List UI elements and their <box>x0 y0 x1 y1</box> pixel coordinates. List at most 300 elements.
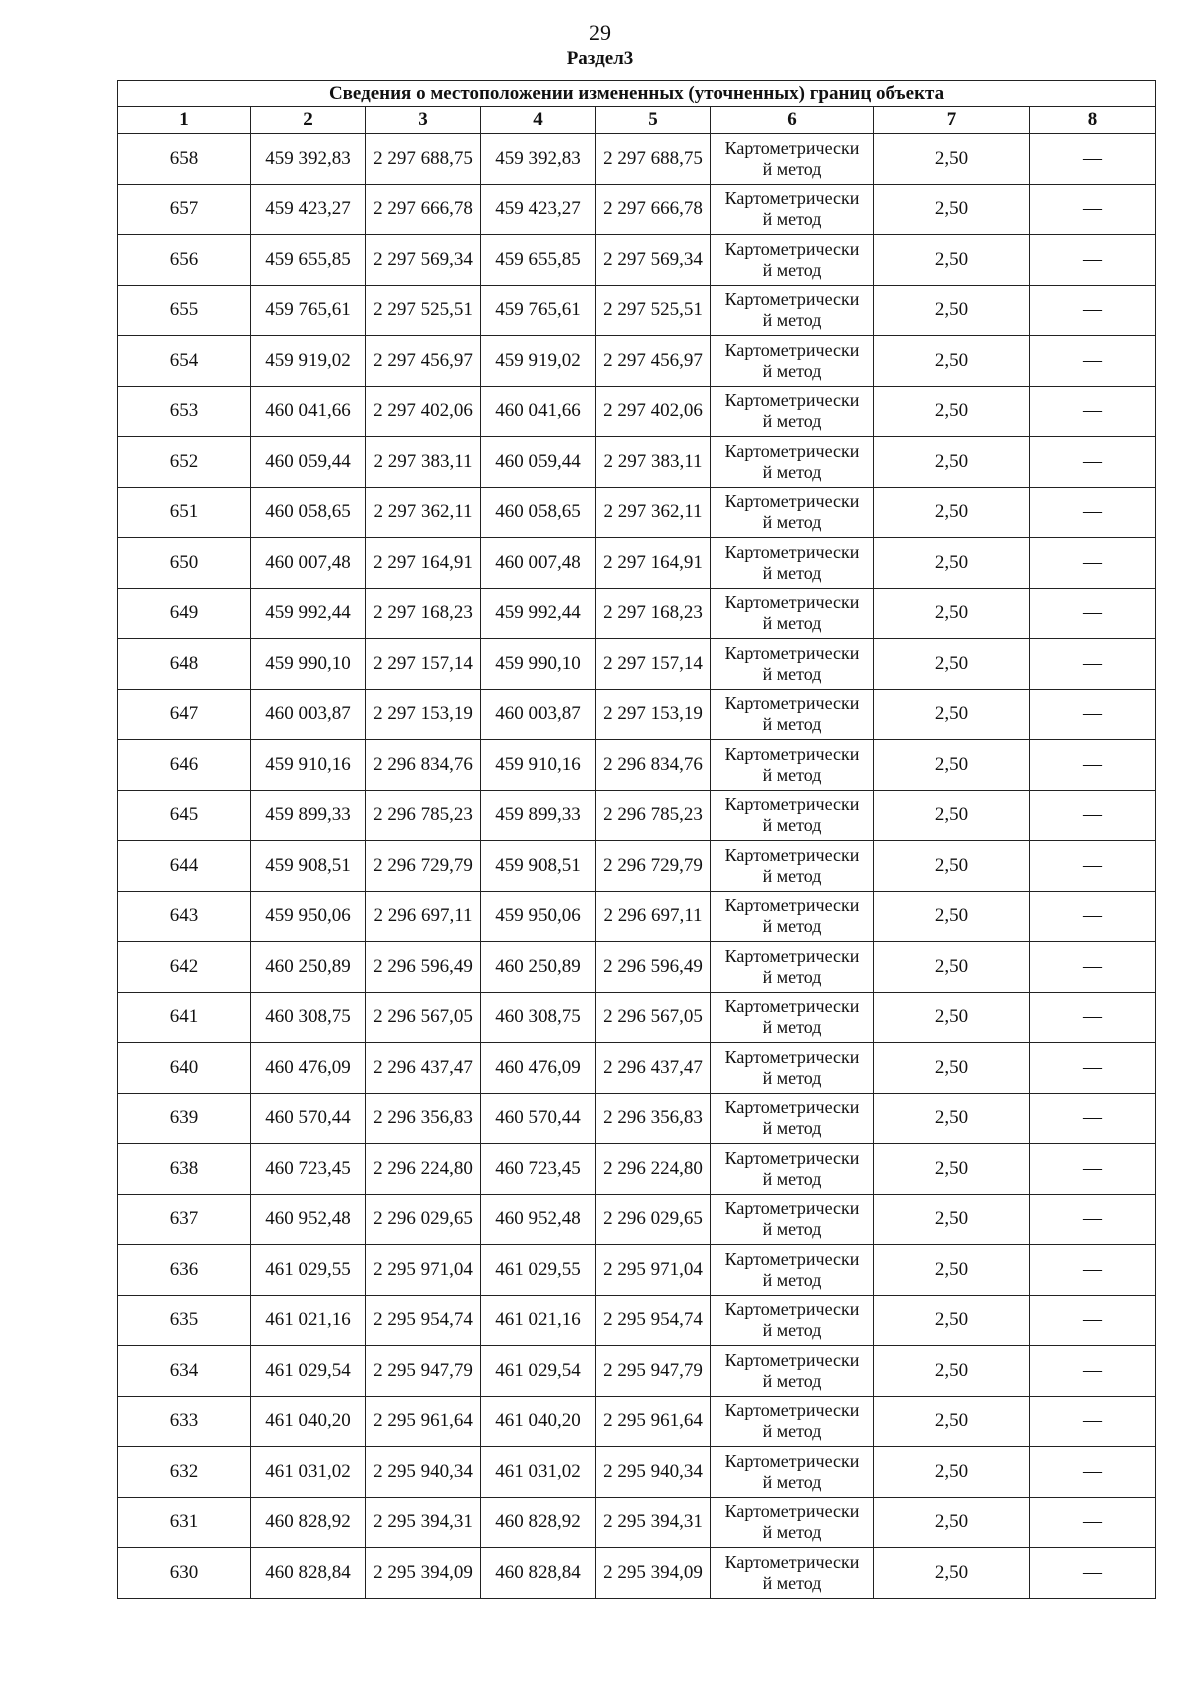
x-existing-cell: 460 828,92 <box>251 1497 366 1548</box>
method-text-line-2: й метод <box>762 1168 822 1189</box>
note-cell: — <box>1030 841 1156 892</box>
method-cell <box>711 790 874 841</box>
y-existing-cell: 2 297 157,14 <box>366 639 481 690</box>
x-refined-cell: 460 828,84 <box>481 1548 596 1599</box>
method-text-line-2: й метод <box>762 1572 822 1593</box>
accuracy-cell: 2,50 <box>874 538 1030 589</box>
point-number-cell: 653 <box>118 386 251 437</box>
y-existing-cell: 2 295 971,04 <box>366 1245 481 1296</box>
point-number-cell: 651 <box>118 487 251 538</box>
y-refined-cell: 2 296 729,79 <box>596 841 711 892</box>
point-number-cell: 631 <box>118 1497 251 1548</box>
point-number-cell: 637 <box>118 1194 251 1245</box>
y-refined-cell: 2 296 224,80 <box>596 1144 711 1195</box>
y-refined-cell: 2 295 961,64 <box>596 1396 711 1447</box>
column-number-3: 3 <box>366 107 481 134</box>
method-text-line-2: й метод <box>762 310 822 331</box>
note-cell: — <box>1030 1043 1156 1094</box>
note-cell: — <box>1030 1245 1156 1296</box>
y-existing-cell: 2 295 940,34 <box>366 1447 481 1498</box>
y-existing-cell: 2 295 961,64 <box>366 1396 481 1447</box>
method-text-line-1: Картометрически <box>724 1299 860 1320</box>
x-refined-cell: 459 950,06 <box>481 891 596 942</box>
note-cell: — <box>1030 1447 1156 1498</box>
column-number-4: 4 <box>481 107 596 134</box>
x-refined-cell: 459 655,85 <box>481 235 596 286</box>
x-refined-cell: 459 423,27 <box>481 184 596 235</box>
method-text-line-2: й метод <box>762 966 822 987</box>
y-existing-cell: 2 295 394,09 <box>366 1548 481 1599</box>
method-text-line-1: Картометрически <box>724 895 860 916</box>
y-refined-cell: 2 297 456,97 <box>596 336 711 387</box>
y-refined-cell: 2 295 971,04 <box>596 1245 711 1296</box>
table-row <box>118 891 1156 942</box>
x-existing-cell: 459 765,61 <box>251 285 366 336</box>
y-existing-cell: 2 296 437,47 <box>366 1043 481 1094</box>
x-refined-cell: 460 250,89 <box>481 942 596 993</box>
point-number-cell: 645 <box>118 790 251 841</box>
note-cell: — <box>1030 386 1156 437</box>
method-text-line-1: Картометрически <box>724 996 860 1017</box>
method-cell <box>711 235 874 286</box>
accuracy-cell: 2,50 <box>874 790 1030 841</box>
method-cell <box>711 689 874 740</box>
y-refined-cell: 2 297 666,78 <box>596 184 711 235</box>
point-number-cell: 643 <box>118 891 251 942</box>
x-refined-cell: 460 059,44 <box>481 437 596 488</box>
table-row <box>118 1295 1156 1346</box>
table-row <box>118 992 1156 1043</box>
method-text-line-1: Картометрически <box>724 541 860 562</box>
x-refined-cell: 460 058,65 <box>481 487 596 538</box>
method-text-line-1: Картометрически <box>724 289 860 310</box>
point-number-cell: 652 <box>118 437 251 488</box>
y-refined-cell: 2 295 394,09 <box>596 1548 711 1599</box>
column-number-7: 7 <box>874 107 1030 134</box>
x-refined-cell: 460 308,75 <box>481 992 596 1043</box>
method-cell <box>711 1144 874 1195</box>
method-text-line-1: Картометрически <box>724 491 860 512</box>
y-refined-cell: 2 296 697,11 <box>596 891 711 942</box>
accuracy-cell: 2,50 <box>874 1043 1030 1094</box>
y-refined-cell: 2 297 569,34 <box>596 235 711 286</box>
y-existing-cell: 2 297 362,11 <box>366 487 481 538</box>
method-cell <box>711 386 874 437</box>
y-existing-cell: 2 297 168,23 <box>366 588 481 639</box>
column-number-8: 8 <box>1030 107 1156 134</box>
y-existing-cell: 2 297 383,11 <box>366 437 481 488</box>
y-existing-cell: 2 297 164,91 <box>366 538 481 589</box>
method-text-line-1: Картометрически <box>724 1450 860 1471</box>
point-number-cell: 647 <box>118 689 251 740</box>
y-refined-cell: 2 295 940,34 <box>596 1447 711 1498</box>
y-refined-cell: 2 296 356,83 <box>596 1093 711 1144</box>
y-refined-cell: 2 296 437,47 <box>596 1043 711 1094</box>
x-refined-cell: 461 029,55 <box>481 1245 596 1296</box>
y-refined-cell: 2 297 402,06 <box>596 386 711 437</box>
accuracy-cell: 2,50 <box>874 134 1030 185</box>
boundary-coordinates-table <box>117 80 1156 1599</box>
method-text-line-2: й метод <box>762 764 822 785</box>
x-existing-cell: 460 476,09 <box>251 1043 366 1094</box>
method-text-line-2: й метод <box>762 461 822 482</box>
accuracy-cell: 2,50 <box>874 285 1030 336</box>
point-number-cell: 654 <box>118 336 251 387</box>
point-number-cell: 641 <box>118 992 251 1043</box>
method-text-line-2: й метод <box>762 259 822 280</box>
method-text-line-2: й метод <box>762 663 822 684</box>
point-number-cell: 648 <box>118 639 251 690</box>
accuracy-cell: 2,50 <box>874 1194 1030 1245</box>
method-cell <box>711 740 874 791</box>
y-existing-cell: 2 296 356,83 <box>366 1093 481 1144</box>
note-cell: — <box>1030 740 1156 791</box>
method-text-line-1: Картометрически <box>724 1097 860 1118</box>
point-number-cell: 634 <box>118 1346 251 1397</box>
y-existing-cell: 2 297 456,97 <box>366 336 481 387</box>
method-text-line-1: Картометрически <box>724 1046 860 1067</box>
y-refined-cell: 2 297 153,19 <box>596 689 711 740</box>
accuracy-cell: 2,50 <box>874 1447 1030 1498</box>
x-existing-cell: 460 952,48 <box>251 1194 366 1245</box>
accuracy-cell: 2,50 <box>874 1346 1030 1397</box>
x-existing-cell: 459 990,10 <box>251 639 366 690</box>
point-number-cell: 636 <box>118 1245 251 1296</box>
section-title: Раздел3 <box>566 48 634 69</box>
method-text-line-1: Картометрически <box>724 844 860 865</box>
table-caption: Сведения о местоположении измененных (уточненных) границ объекта <box>118 81 1156 107</box>
x-existing-cell: 460 003,87 <box>251 689 366 740</box>
method-text-line-1: Картометрически <box>724 1400 860 1421</box>
x-existing-cell: 461 040,20 <box>251 1396 366 1447</box>
x-existing-cell: 461 029,55 <box>251 1245 366 1296</box>
method-text-line-2: й метод <box>762 209 822 230</box>
column-number-6: 6 <box>711 107 874 134</box>
y-existing-cell: 2 297 569,34 <box>366 235 481 286</box>
x-refined-cell: 460 723,45 <box>481 1144 596 1195</box>
x-existing-cell: 459 950,06 <box>251 891 366 942</box>
method-cell <box>711 336 874 387</box>
accuracy-cell: 2,50 <box>874 1295 1030 1346</box>
point-number-cell: 630 <box>118 1548 251 1599</box>
y-existing-cell: 2 297 153,19 <box>366 689 481 740</box>
x-existing-cell: 460 723,45 <box>251 1144 366 1195</box>
point-number-cell: 638 <box>118 1144 251 1195</box>
accuracy-cell: 2,50 <box>874 891 1030 942</box>
note-cell: — <box>1030 437 1156 488</box>
method-text-line-2: й метод <box>762 1522 822 1543</box>
table-row <box>118 538 1156 589</box>
method-text-line-2: й метод <box>762 1118 822 1139</box>
y-refined-cell: 2 297 168,23 <box>596 588 711 639</box>
y-existing-cell: 2 296 697,11 <box>366 891 481 942</box>
method-text-line-2: й метод <box>762 865 822 886</box>
y-existing-cell: 2 297 688,75 <box>366 134 481 185</box>
method-text-line-1: Картометрически <box>724 1198 860 1219</box>
x-refined-cell: 461 029,54 <box>481 1346 596 1397</box>
method-text-line-2: й метод <box>762 512 822 533</box>
table-body <box>118 134 1156 1599</box>
accuracy-cell: 2,50 <box>874 184 1030 235</box>
x-existing-cell: 459 919,02 <box>251 336 366 387</box>
note-cell: — <box>1030 184 1156 235</box>
method-text-line-1: Картометрически <box>724 945 860 966</box>
table-row <box>118 740 1156 791</box>
column-number-5: 5 <box>596 107 711 134</box>
note-cell: — <box>1030 134 1156 185</box>
point-number-cell: 640 <box>118 1043 251 1094</box>
x-existing-cell: 459 899,33 <box>251 790 366 841</box>
column-number-1: 1 <box>118 107 251 134</box>
y-existing-cell: 2 296 224,80 <box>366 1144 481 1195</box>
point-number-cell: 655 <box>118 285 251 336</box>
method-cell <box>711 992 874 1043</box>
method-text-line-2: й метод <box>762 916 822 937</box>
method-text-line-1: Картометрически <box>724 592 860 613</box>
y-existing-cell: 2 297 402,06 <box>366 386 481 437</box>
table-row <box>118 1346 1156 1397</box>
method-text-line-2: й метод <box>762 613 822 634</box>
note-cell: — <box>1030 790 1156 841</box>
y-existing-cell: 2 296 785,23 <box>366 790 481 841</box>
y-existing-cell: 2 296 029,65 <box>366 1194 481 1245</box>
y-refined-cell: 2 297 164,91 <box>596 538 711 589</box>
x-refined-cell: 461 040,20 <box>481 1396 596 1447</box>
y-refined-cell: 2 295 394,31 <box>596 1497 711 1548</box>
x-existing-cell: 460 308,75 <box>251 992 366 1043</box>
x-existing-cell: 460 059,44 <box>251 437 366 488</box>
accuracy-cell: 2,50 <box>874 689 1030 740</box>
note-cell: — <box>1030 1295 1156 1346</box>
x-refined-cell: 460 041,66 <box>481 386 596 437</box>
y-refined-cell: 2 296 834,76 <box>596 740 711 791</box>
y-refined-cell: 2 297 383,11 <box>596 437 711 488</box>
y-existing-cell: 2 297 525,51 <box>366 285 481 336</box>
point-number-cell: 642 <box>118 942 251 993</box>
y-refined-cell: 2 296 567,05 <box>596 992 711 1043</box>
x-refined-cell: 460 570,44 <box>481 1093 596 1144</box>
point-number-cell: 646 <box>118 740 251 791</box>
x-refined-cell: 459 392,83 <box>481 134 596 185</box>
x-existing-cell: 459 910,16 <box>251 740 366 791</box>
method-cell <box>711 1346 874 1397</box>
y-refined-cell: 2 297 688,75 <box>596 134 711 185</box>
y-refined-cell: 2 296 785,23 <box>596 790 711 841</box>
table-row <box>118 184 1156 235</box>
y-existing-cell: 2 296 596,49 <box>366 942 481 993</box>
note-cell: — <box>1030 1396 1156 1447</box>
method-cell <box>711 942 874 993</box>
table-row <box>118 1396 1156 1447</box>
method-cell <box>711 538 874 589</box>
accuracy-cell: 2,50 <box>874 1245 1030 1296</box>
table-row <box>118 790 1156 841</box>
accuracy-cell: 2,50 <box>874 437 1030 488</box>
accuracy-cell: 2,50 <box>874 487 1030 538</box>
method-text-line-1: Картометрически <box>724 238 860 259</box>
method-text-line-2: й метод <box>762 1320 822 1341</box>
method-text-line-2: й метод <box>762 1067 822 1088</box>
point-number-cell: 649 <box>118 588 251 639</box>
point-number-cell: 635 <box>118 1295 251 1346</box>
accuracy-cell: 2,50 <box>874 588 1030 639</box>
table-row <box>118 1245 1156 1296</box>
table-row <box>118 841 1156 892</box>
method-text-line-2: й метод <box>762 562 822 583</box>
y-existing-cell: 2 296 567,05 <box>366 992 481 1043</box>
accuracy-cell: 2,50 <box>874 1093 1030 1144</box>
method-text-line-1: Картометрически <box>724 1147 860 1168</box>
y-existing-cell: 2 296 834,76 <box>366 740 481 791</box>
note-cell: — <box>1030 1144 1156 1195</box>
y-refined-cell: 2 297 157,14 <box>596 639 711 690</box>
page-number: 29 <box>589 20 611 45</box>
note-cell: — <box>1030 1548 1156 1599</box>
x-refined-cell: 461 021,16 <box>481 1295 596 1346</box>
method-text-line-2: й метод <box>762 815 822 836</box>
note-cell: — <box>1030 336 1156 387</box>
method-cell <box>711 184 874 235</box>
method-text-line-1: Картометрически <box>724 743 860 764</box>
y-refined-cell: 2 295 954,74 <box>596 1295 711 1346</box>
column-number-2: 2 <box>251 107 366 134</box>
x-refined-cell: 461 031,02 <box>481 1447 596 1498</box>
method-cell <box>711 487 874 538</box>
x-refined-cell: 459 899,33 <box>481 790 596 841</box>
accuracy-cell: 2,50 <box>874 1497 1030 1548</box>
x-existing-cell: 459 992,44 <box>251 588 366 639</box>
x-existing-cell: 459 423,27 <box>251 184 366 235</box>
point-number-cell: 650 <box>118 538 251 589</box>
method-cell <box>711 1245 874 1296</box>
method-cell <box>711 1043 874 1094</box>
note-cell: — <box>1030 992 1156 1043</box>
x-refined-cell: 459 765,61 <box>481 285 596 336</box>
x-refined-cell: 460 952,48 <box>481 1194 596 1245</box>
note-cell: — <box>1030 942 1156 993</box>
x-refined-cell: 460 828,92 <box>481 1497 596 1548</box>
accuracy-cell: 2,50 <box>874 1548 1030 1599</box>
accuracy-cell: 2,50 <box>874 235 1030 286</box>
method-text-line-2: й метод <box>762 714 822 735</box>
method-text-line-1: Картометрически <box>724 1551 860 1572</box>
note-cell: — <box>1030 285 1156 336</box>
point-number-cell: 658 <box>118 134 251 185</box>
y-refined-cell: 2 297 362,11 <box>596 487 711 538</box>
y-existing-cell: 2 297 666,78 <box>366 184 481 235</box>
method-text-line-2: й метод <box>762 1370 822 1391</box>
table-row <box>118 1144 1156 1195</box>
x-refined-cell: 459 908,51 <box>481 841 596 892</box>
note-cell: — <box>1030 1497 1156 1548</box>
method-cell <box>711 1396 874 1447</box>
x-existing-cell: 460 828,84 <box>251 1548 366 1599</box>
table-row <box>118 942 1156 993</box>
table-row <box>118 1447 1156 1498</box>
x-refined-cell: 460 476,09 <box>481 1043 596 1094</box>
table-row <box>118 1093 1156 1144</box>
method-text-line-1: Картометрически <box>724 137 860 158</box>
accuracy-cell: 2,50 <box>874 1396 1030 1447</box>
y-existing-cell: 2 295 947,79 <box>366 1346 481 1397</box>
accuracy-cell: 2,50 <box>874 336 1030 387</box>
note-cell: — <box>1030 235 1156 286</box>
table-row <box>118 336 1156 387</box>
accuracy-cell: 2,50 <box>874 639 1030 690</box>
method-text-line-2: й метод <box>762 360 822 381</box>
x-existing-cell: 461 031,02 <box>251 1447 366 1498</box>
method-text-line-2: й метод <box>762 1219 822 1240</box>
x-existing-cell: 460 041,66 <box>251 386 366 437</box>
method-text-line-1: Картометрически <box>724 1349 860 1370</box>
method-text-line-1: Картометрически <box>724 390 860 411</box>
point-number-cell: 644 <box>118 841 251 892</box>
table-row <box>118 1043 1156 1094</box>
note-cell: — <box>1030 1346 1156 1397</box>
table-row <box>118 588 1156 639</box>
method-cell <box>711 1194 874 1245</box>
y-refined-cell: 2 295 947,79 <box>596 1346 711 1397</box>
method-cell <box>711 1295 874 1346</box>
note-cell: — <box>1030 1194 1156 1245</box>
y-refined-cell: 2 296 596,49 <box>596 942 711 993</box>
note-cell: — <box>1030 588 1156 639</box>
y-existing-cell: 2 296 729,79 <box>366 841 481 892</box>
x-existing-cell: 460 570,44 <box>251 1093 366 1144</box>
method-text-line-2: й метод <box>762 411 822 432</box>
table-row <box>118 1548 1156 1599</box>
note-cell: — <box>1030 487 1156 538</box>
accuracy-cell: 2,50 <box>874 1144 1030 1195</box>
method-text-line-2: й метод <box>762 1017 822 1038</box>
method-cell <box>711 285 874 336</box>
accuracy-cell: 2,50 <box>874 841 1030 892</box>
accuracy-cell: 2,50 <box>874 942 1030 993</box>
x-existing-cell: 459 392,83 <box>251 134 366 185</box>
method-text-line-1: Картометрически <box>724 188 860 209</box>
method-cell <box>711 891 874 942</box>
note-cell: — <box>1030 538 1156 589</box>
x-refined-cell: 460 003,87 <box>481 689 596 740</box>
x-existing-cell: 461 029,54 <box>251 1346 366 1397</box>
x-refined-cell: 459 910,16 <box>481 740 596 791</box>
method-text-line-2: й метод <box>762 1471 822 1492</box>
note-cell: — <box>1030 891 1156 942</box>
accuracy-cell: 2,50 <box>874 740 1030 791</box>
x-existing-cell: 460 250,89 <box>251 942 366 993</box>
table-row <box>118 639 1156 690</box>
method-text-line-1: Картометрически <box>724 1501 860 1522</box>
method-cell <box>711 1548 874 1599</box>
point-number-cell: 639 <box>118 1093 251 1144</box>
point-number-cell: 633 <box>118 1396 251 1447</box>
accuracy-cell: 2,50 <box>874 992 1030 1043</box>
x-existing-cell: 460 007,48 <box>251 538 366 589</box>
y-existing-cell: 2 295 954,74 <box>366 1295 481 1346</box>
table-row <box>118 1194 1156 1245</box>
method-text-line-1: Картометрически <box>724 339 860 360</box>
method-cell <box>711 841 874 892</box>
method-text-line-2: й метод <box>762 1269 822 1290</box>
method-cell <box>711 1497 874 1548</box>
note-cell: — <box>1030 639 1156 690</box>
column-number-row <box>118 107 1156 134</box>
table-row <box>118 1497 1156 1548</box>
accuracy-cell: 2,50 <box>874 386 1030 437</box>
method-text-line-1: Картометрически <box>724 794 860 815</box>
method-cell <box>711 639 874 690</box>
y-refined-cell: 2 296 029,65 <box>596 1194 711 1245</box>
